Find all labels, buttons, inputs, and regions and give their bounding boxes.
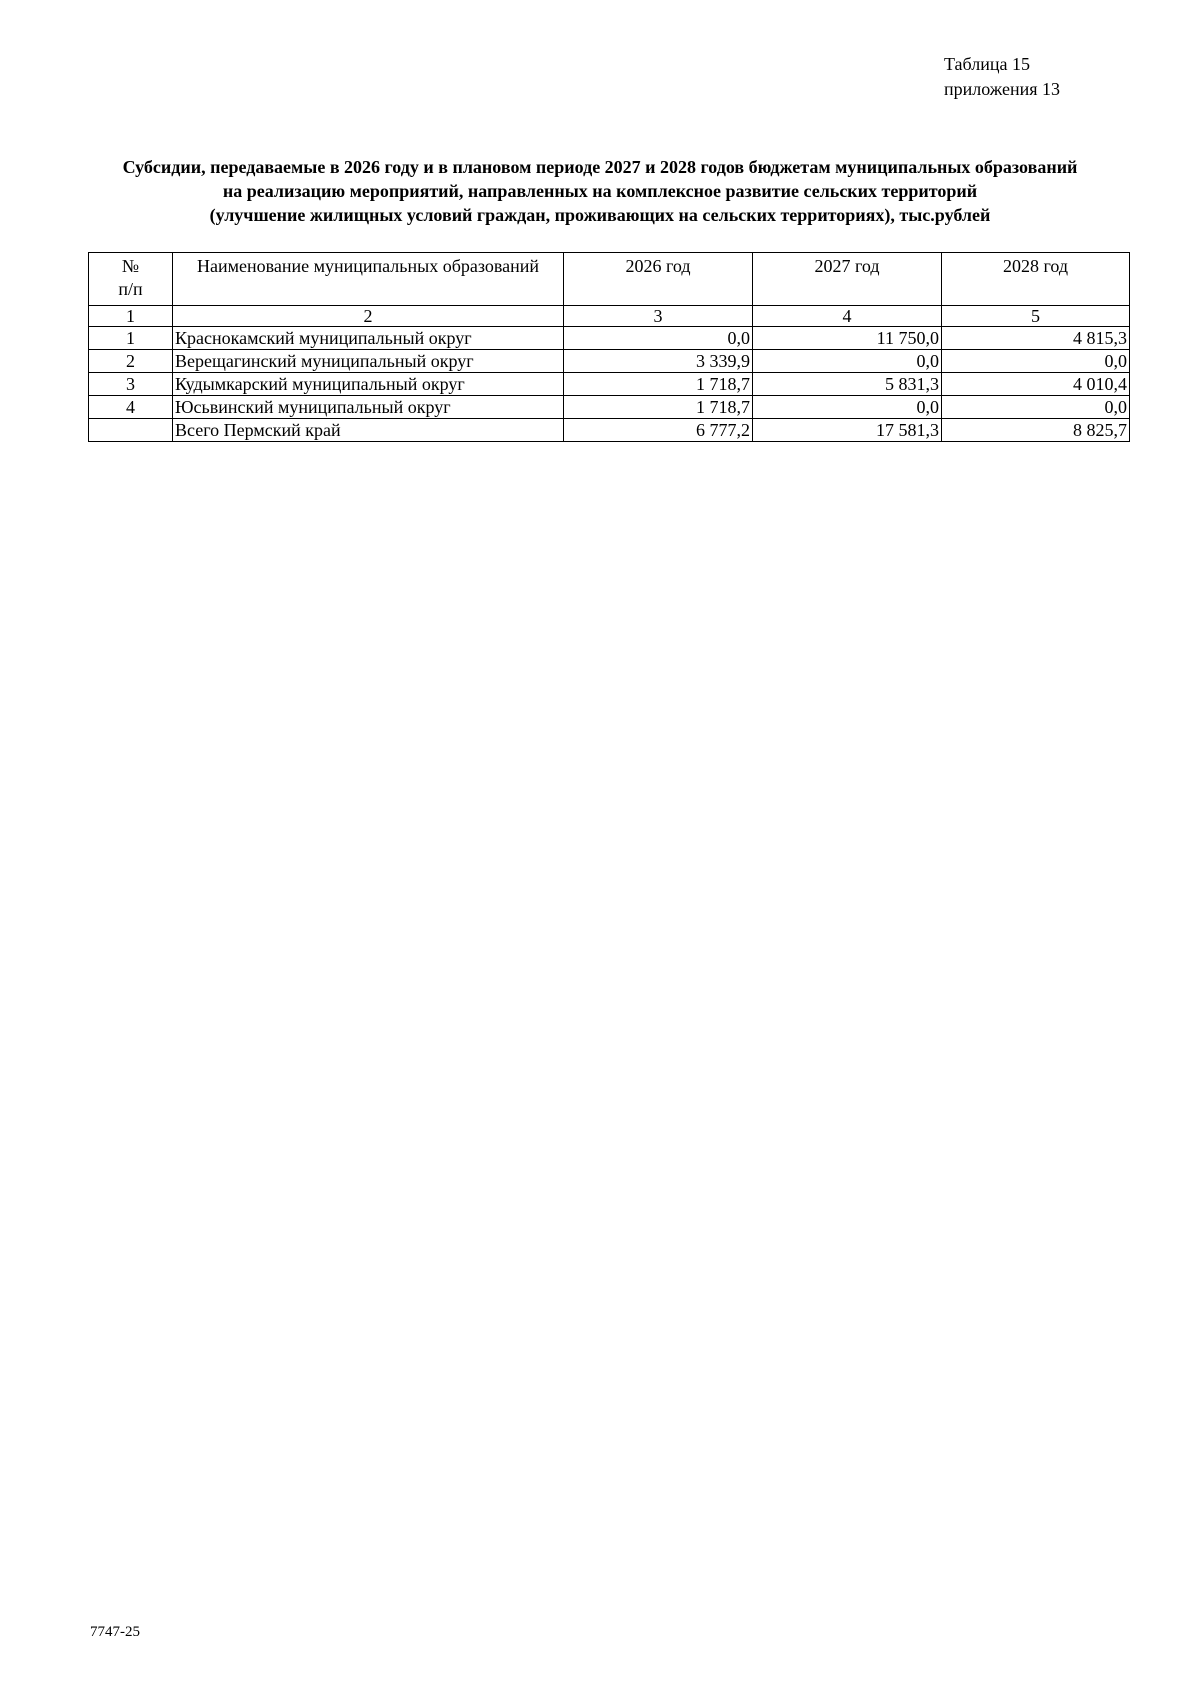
col-number: 1 [89,306,173,327]
row-2027: 5 831,3 [753,373,942,396]
header-2026: 2026 год [564,253,753,306]
col-number: 3 [564,306,753,327]
table-number: Таблица 15 [944,54,1030,74]
row-2028: 0,0 [942,350,1130,373]
header-name: Наименование муниципальных образований [173,253,564,306]
header-2027: 2027 год [753,253,942,306]
total-2028: 8 825,7 [942,419,1130,442]
row-2026: 1 718,7 [564,373,753,396]
row-2027: 11 750,0 [753,327,942,350]
col-number: 4 [753,306,942,327]
header-num: № п/п [89,253,173,306]
total-2027: 17 581,3 [753,419,942,442]
table-row [89,373,1130,396]
row-num: 3 [89,373,173,396]
table-reference [944,52,1060,102]
appendix-number: приложения 13 [944,79,1061,99]
row-2028: 0,0 [942,396,1130,419]
total-num [89,419,173,442]
row-name: Кудымкарский муниципальный округ [173,373,564,396]
table-row [89,396,1130,419]
title-line-1: Субсидии, передаваемые в 2026 году и в плановом периоде 2027 и 2028 годов бюджетам муниципальных образований [122,157,1078,177]
row-num: 1 [89,327,173,350]
title-line-3: (улучшение жилищных условий граждан, проживающих на сельских территориях), тыс.рублей [209,205,991,225]
row-num: 2 [89,350,173,373]
col-number: 5 [942,306,1130,327]
header-2028: 2028 год [942,253,1130,306]
row-2028: 4 010,4 [942,373,1130,396]
total-2026: 6 777,2 [564,419,753,442]
document-title [60,155,1140,227]
table-total-row [89,419,1130,442]
row-2026: 3 339,9 [564,350,753,373]
table-header-row [89,253,1130,306]
row-name: Краснокамский муниципальный округ [173,327,564,350]
row-2027: 0,0 [753,396,942,419]
title-line-2: на реализацию мероприятий, направленных на комплексное развитие сельских территорий [222,181,978,201]
row-2026: 1 718,7 [564,396,753,419]
table-row [89,327,1130,350]
row-2026: 0,0 [564,327,753,350]
column-numbers-row [89,306,1130,327]
row-name: Верещагинский муниципальный округ [173,350,564,373]
row-2027: 0,0 [753,350,942,373]
row-2028: 4 815,3 [942,327,1130,350]
row-num: 4 [89,396,173,419]
row-name: Юсьвинский муниципальный округ [173,396,564,419]
table-row [89,350,1130,373]
subsidies-table [88,252,1130,442]
col-number: 2 [173,306,564,327]
document-code: 7747-25 [90,1624,140,1640]
total-name: Всего Пермский край [173,419,564,442]
